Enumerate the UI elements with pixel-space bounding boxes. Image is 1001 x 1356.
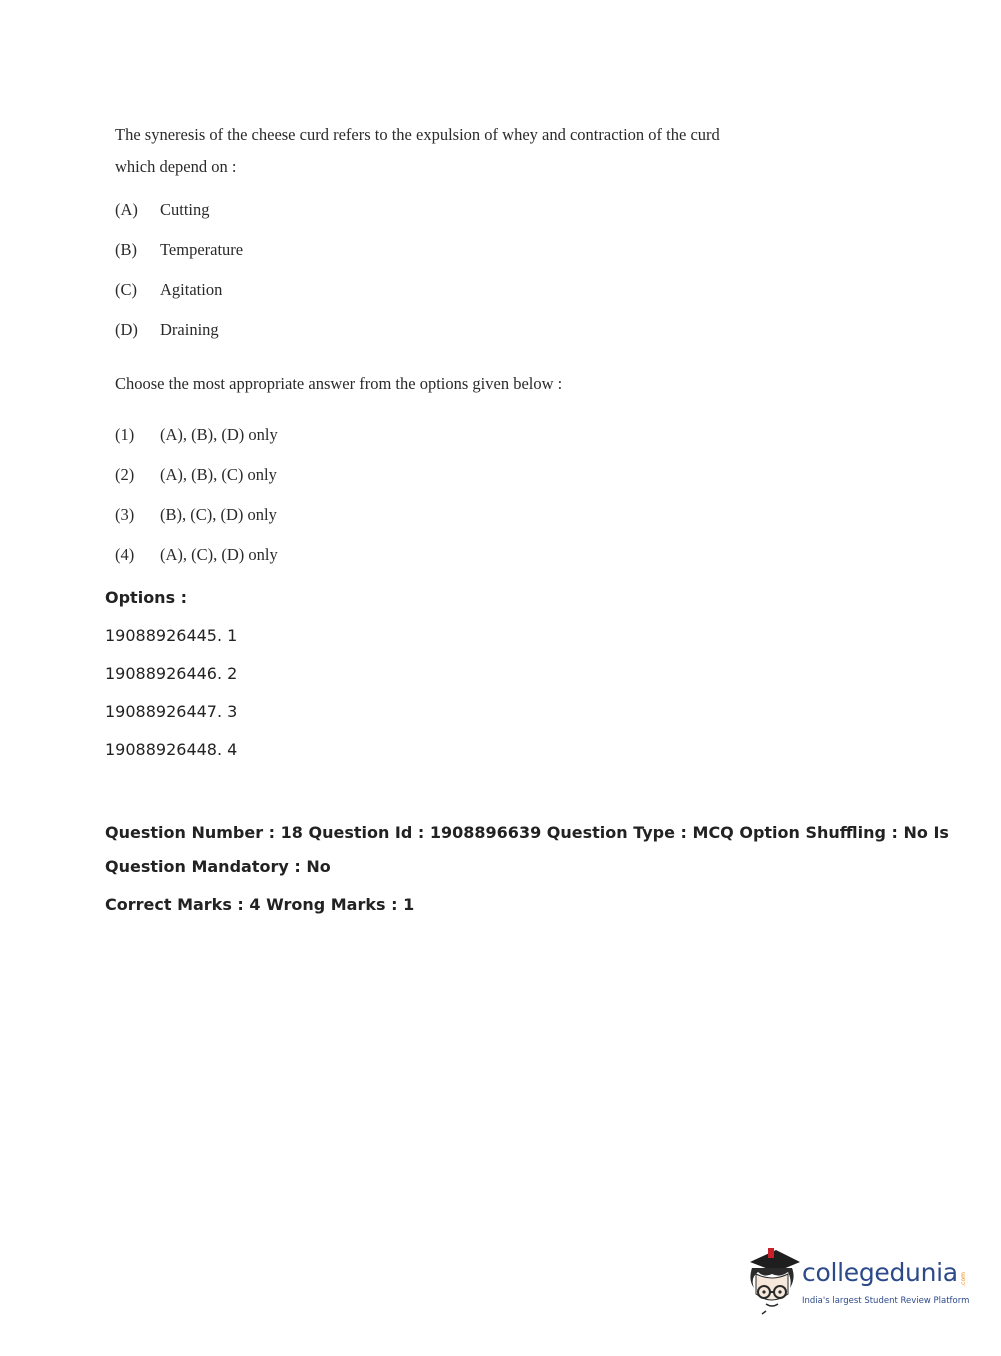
logo-tagline: India's largest Student Review Platform <box>802 1296 970 1306</box>
statement-label: (B) <box>115 240 137 259</box>
options-heading: Options : <box>105 588 188 607</box>
question-stem-line-2: which depend on : <box>115 157 237 176</box>
choice-label: (2) <box>115 465 135 484</box>
statement-label: (D) <box>115 320 138 339</box>
choice-label: (4) <box>115 545 135 564</box>
question-meta-line-2: Question Mandatory : No <box>105 857 331 876</box>
statement-text: Cutting <box>160 200 210 219</box>
statement-text: Agitation <box>160 280 223 299</box>
logo-domain-suffix: .com <box>960 1272 967 1287</box>
choice-text: (A), (B), (C) only <box>160 465 277 484</box>
option-id-3: 19088926447. 3 <box>105 702 238 721</box>
statement-label: (A) <box>115 200 138 219</box>
question-meta-line-1: Question Number : 18 Question Id : 1908896639 Question Type : MCQ Option Shuffling : No Is <box>105 823 949 842</box>
collegedunia-logo <box>742 1248 972 1316</box>
student-mascot-icon <box>742 1248 802 1316</box>
choice-label: (1) <box>115 425 135 444</box>
option-id-1: 19088926445. 1 <box>105 626 238 645</box>
choice-text: (B), (C), (D) only <box>160 505 277 524</box>
choose-instruction: Choose the most appropriate answer from the options given below : <box>115 374 563 393</box>
statement-text: Draining <box>160 320 219 339</box>
option-id-4: 19088926448. 4 <box>105 740 238 759</box>
statement-label: (C) <box>115 280 137 299</box>
marks-line: Correct Marks : 4 Wrong Marks : 1 <box>105 895 415 914</box>
question-stem <box>115 119 755 183</box>
statement-text: Temperature <box>160 240 244 259</box>
option-id-2: 19088926446. 2 <box>105 664 238 683</box>
choice-text: (A), (B), (D) only <box>160 425 278 444</box>
choice-text: (A), (C), (D) only <box>160 545 278 564</box>
logo-wordmark: collegedunia <box>802 1258 958 1287</box>
question-stem-line-1: The syneresis of the cheese curd refers to the expulsion of whey and contraction of the curd <box>115 125 720 144</box>
choice-label: (3) <box>115 505 135 524</box>
